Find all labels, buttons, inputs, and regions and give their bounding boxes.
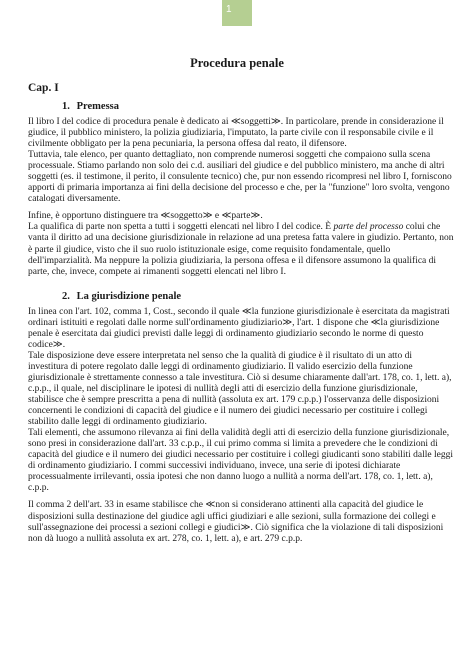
paragraph-lead: La qualifica di parte non spetta a tutti i soggetti elencati nel libro I del codice. È bbox=[28, 222, 332, 233]
paragraph-rest: colui che vanta il diritto ad una decisione giurisdizionale in relazione ad una pretesa fatta valere in giudizio. Pertanto, non è parte il giudice, visto che il suo ruolo istituzionale esige, come requisito fondamentale, quello dell'imparzialità. Ma neppure la polizia giudiziaria, la persona offesa e il difensore assumono la qualifica di parte, che, invece, compete ai rimanenti soggetti elencati nel libro I. bbox=[28, 222, 454, 277]
paragraph: In linea con l'art. 102, comma 1, Cost., secondo il quale ≪la funzione giurisdizionale è esercitata da magistrati ordinari istituiti e regolati dalle norme sull'ordinamento giudiziario≫, l'art. 1 dispone che ≪la giurisdizione penale è esercitata dai giudici previsti dalle leggi di ordinamento giudiziario secondo le norme di questo codice≫. bbox=[28, 306, 450, 350]
paragraph: Il libro I del codice di procedura penale è dedicato ai ≪soggetti≫. In particolare, prende in considerazione il giudice, il pubblico ministero, la polizia giudiziaria, l'imputato, la parte civile con il responsabile civile e il civilmente obbligato per la pena pecuniaria, la persona offesa dal reato, il difensore. bbox=[28, 117, 444, 150]
section-number: 1. bbox=[62, 101, 70, 112]
document-body bbox=[28, 100, 454, 545]
page-number-badge bbox=[222, 0, 252, 26]
document-title: Procedura penale bbox=[190, 56, 284, 70]
paragraph: Tale disposizione deve essere interpretata nel senso che la qualità di giudice è il risultato di un atto di investitura di potere regolato dalle leggi di ordinamento giudiziario. Il valido esercizio della funzione giurisdizionale è strettamente connesso a tale investitura. Ciò si desume chiaramente dall'art. 178, co. 1, lett. a), c.p.p., il quale, nel disciplinare le ipotesi di nullità degli atti di esercizio della funzione giurisdizionale, stabilisce che è sempre prescritta a pena di nullità (assoluta ex art. 179 c.p.p.) l'osservanza delle disposizioni concernenti le condizioni di capacità del giudice e il numero dei giudici necessario per costituire i collegi stabilito dalle leggi di ordinamento giudiziario. bbox=[28, 350, 452, 428]
page-number: 1 bbox=[226, 4, 232, 15]
paragraph: Tali elementi, che assumono rilevanza ai fini della validità degli atti di esercizio della funzione giurisdizionale, sono presi in considerazione dall'art. 33 c.p.p., il cui primo comma si limita a prevedere che le condizioni di capacità del giudice e il numero dei giudici necessario per costituire i collegi giudicanti sono stabiliti dalle leggi di ordinamento giudiziario. I commi successivi individuano, invece, una serie di ipotesi dichiarate processualmente irrilevanti, ossia ipotesi che non danno luogo a nullità a norma dell'art. 178, co. 1, lett. a), c.p.p. bbox=[28, 428, 453, 494]
paragraph: Infine, è opportuno distinguere tra ≪soggetto≫ e ≪parte≫. bbox=[28, 211, 263, 222]
paragraph: Tuttavia, tale elenco, per quanto dettagliato, non comprende numerosi soggetti che compaiono sulla scena processuale. Stiamo parlando non solo dei c.d. ausiliari del giudice e del pubblico ministero, ma anche di altri soggetti (es. il testimone, il perito, il consulente tecnico) che, pur non essendo ricompresi nel libro I, forniscono apporti di primaria importanza ai fini della decisione del processo e che, per la "funzione" loro svolta, vengono catalogati diversamente. bbox=[28, 150, 452, 205]
italic-term: parte del processo bbox=[333, 222, 404, 233]
paragraph bbox=[28, 222, 454, 277]
chapter-heading: Cap. I bbox=[28, 82, 59, 94]
section-heading-premessa bbox=[28, 100, 454, 113]
section-title: Premessa bbox=[76, 101, 119, 112]
section-title: La giurisdizione penale bbox=[76, 290, 182, 302]
section-heading-giurisdizione bbox=[28, 290, 454, 303]
section-number: 2. bbox=[62, 290, 70, 302]
paragraph: Il comma 2 dell'art. 33 in esame stabilisce che ≪non si considerano attinenti alla capacità del giudice le disposizioni sulla destinazione del giudice agli uffici giudiziari e alle sezioni, sulla formazione dei collegi e sull'assegnazione dei processi a sezioni collegi e giudici≫. Ciò significa che la violazione di tali disposizioni non dà luogo a nullità assoluta ex art. 278, co. 1, lett. a), e art. 279 c.p.p. bbox=[28, 500, 444, 544]
